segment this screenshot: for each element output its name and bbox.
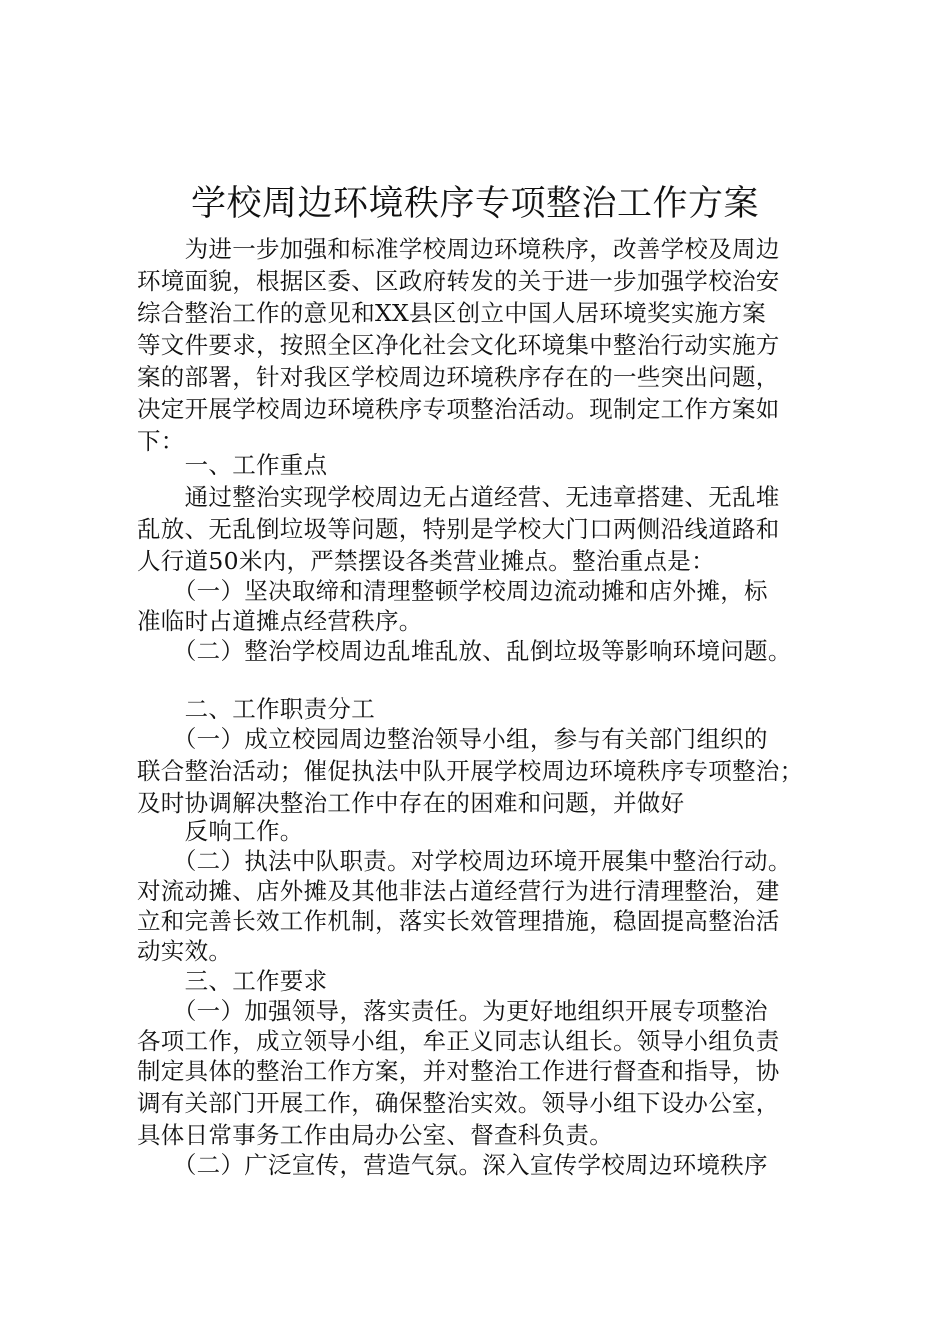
body-line: 各项工作，成立领导小组，牟正义同志认组长。领导小组负责 bbox=[137, 1027, 780, 1055]
body-line: （二）整治学校周边乱堆乱放、乱倒垃圾等影响环境问题。 bbox=[137, 637, 792, 665]
section-heading: 二、工作职责分工 bbox=[137, 695, 375, 723]
body-line: 人行道50米内，严禁摆设各类营业摊点。整治重点是： bbox=[137, 547, 715, 575]
body-line: 乱放、无乱倒垃圾等问题，特别是学校大门口两侧沿线道路和 bbox=[137, 515, 780, 543]
body-line: 立和完善长效工作机制，落实长效管理措施，稳固提高整治活 bbox=[137, 907, 780, 935]
body-line: 动实效。 bbox=[137, 937, 233, 965]
body-line: 通过整治实现学校周边无占道经营、无违章搭建、无乱堆 bbox=[137, 483, 780, 511]
body-line: 对流动摊、店外摊及其他非法占道经营行为进行清理整治，建 bbox=[137, 877, 780, 905]
body-line: 案的部署，针对我区学校周边环境秩序存在的一些突出问题， bbox=[137, 363, 780, 391]
document-title: 学校周边环境秩序专项整治工作方案 bbox=[190, 184, 759, 224]
body-line: 等文件要求，按照全区净化社会文化环境集中整治行动实施方 bbox=[137, 331, 780, 359]
body-line: 具体日常事务工作由局办公室、督查科负责。 bbox=[137, 1121, 613, 1149]
body-line: 调有关部门开展工作，确保整治实效。领导小组下设办公室， bbox=[137, 1089, 780, 1117]
body-line: 综合整治工作的意见和XX县区创立中国人居环境奖实施方案 bbox=[137, 299, 767, 327]
body-line: 下： bbox=[137, 427, 185, 455]
body-line: 为进一步加强和标准学校周边环境秩序，改善学校及周边 bbox=[137, 235, 780, 263]
body-line: 决定开展学校周边环境秩序专项整治活动。现制定工作方案如 bbox=[137, 395, 780, 423]
body-line: 反响工作。 bbox=[137, 817, 304, 845]
body-line: （二）执法中队职责。对学校周边环境开展集中整治行动。 bbox=[137, 847, 792, 875]
body-line: （二）广泛宣传，营造气氛。深入宣传学校周边环境秩序 bbox=[137, 1151, 768, 1179]
body-line: 准临时占道摊点经营秩序。 bbox=[137, 607, 423, 635]
body-line: （一）加强领导，落实责任。为更好地组织开展专项整治 bbox=[137, 997, 768, 1025]
body-line: （一）坚决取缔和清理整顿学校周边流动摊和店外摊，标 bbox=[137, 577, 768, 605]
body-line: 环境面貌，根据区委、区政府转发的关于进一步加强学校治安 bbox=[137, 267, 780, 295]
section-heading: 一、工作重点 bbox=[137, 451, 328, 479]
body-line: 制定具体的整治工作方案，并对整治工作进行督查和指导，协 bbox=[137, 1057, 780, 1085]
body-line: （一）成立校园周边整治领导小组，参与有关部门组织的 bbox=[137, 725, 768, 753]
body-line: 联合整治活动；催促执法中队开展学校周边环境秩序专项整治； bbox=[137, 757, 804, 785]
section-heading: 三、工作要求 bbox=[137, 967, 328, 995]
body-line: 及时协调解决整治工作中存在的困难和问题，并做好 bbox=[137, 789, 685, 817]
